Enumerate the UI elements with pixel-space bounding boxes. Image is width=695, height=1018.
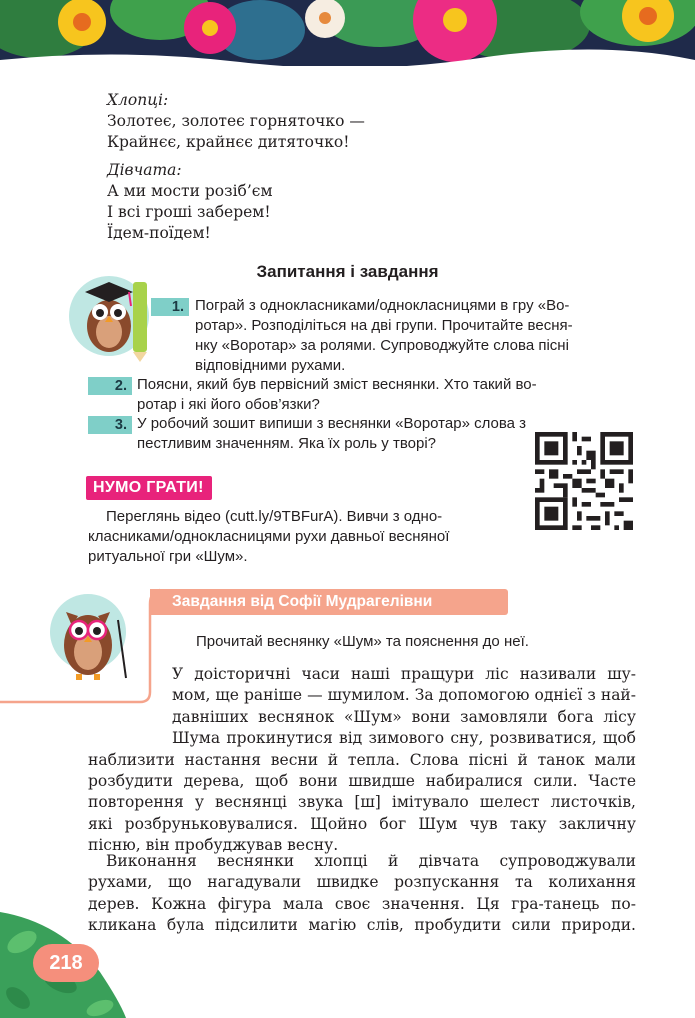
sofia-task-header: Завдання від Софії Мудрагелівни [150,589,508,615]
boys-label: Хлопці: [107,91,169,109]
task-2 [137,375,637,415]
girls-label: Дівчата: [107,161,182,179]
dialog-verse [107,90,507,244]
task-number-1: 1. [151,298,189,316]
para-line: які розбруньковувалися. Щойно бог Шум чув таку закличну [88,814,636,833]
game-text [88,507,526,567]
task-line: відповідними рухами. [195,357,346,374]
game-line: Переглянь відео (cutt.ly/9TBFurA). Вивчи з одно- [106,508,443,525]
task-line: нку «Воротар» за ролями. Супроводжуйте слова пісні [195,337,569,354]
para-line: наблизити настання весни й тепла. Слова пісні й танок мали [88,750,636,769]
verse-line: Крайнєє, крайнєє дитяточко! [107,133,350,151]
verse-line: І всі гроші заберем! [107,203,271,221]
qr-code[interactable] [535,432,633,530]
verse-line: А ми мости розіб’єм [107,182,273,200]
task-line: Поясни, який був первісний зміст веснянки. Хто такий во- [137,376,537,393]
game-line: класниками/однокласницями рухи давньої весняної [88,528,450,545]
para-line: дерев. Кожна фігура мала своє значення. Ця гра-танець по- [88,894,636,913]
game-line: ритуальної гри «Шум». [88,548,248,565]
sofia-instruction: Прочитай веснянку «Шум» та пояснення до неї. [196,633,529,650]
para-line: кликана була підсилити магію слів, пробудити сили природи. [88,916,636,935]
verse-line: Їдем-поїдем! [107,224,211,242]
paragraph-2 [88,851,636,937]
verse-line: Золотеє, золотеє горняточко — [107,112,365,130]
task-3 [137,414,557,454]
task-line: Пограй з однокласниками/однокласницями в гру «Во- [195,297,570,314]
task-number-2: 2. [88,377,132,395]
yellow-flower-icon [58,0,106,46]
para-line: У доісторичні часи наші пращури ліс називали шу- [172,665,636,683]
para-line: давніших веснянок «Шум» вони замовляли бога лісу [172,707,636,726]
page-number: 218 [33,944,99,982]
para-line: розбудити дерева, щоб вони швидше набиралися сили. Часте [88,772,636,791]
task-number-3: 3. [88,416,132,434]
owl-scholar-icon [67,268,157,363]
para-line: пісню, він пробуджував весну. [88,836,339,855]
task-1 [195,296,635,376]
task-line: ротар і які його обов’язки? [137,396,320,413]
task-line: ротар». Розподіліться на дві групи. Прочитайте весня- [195,317,573,334]
floral-banner [0,0,695,66]
section-title: Запитання і завдання [256,262,439,281]
para-line: рухами, що нагадували швидке розпускання та колихання [88,873,636,892]
para-line: повторення у веснянці звука [ш] імітувало шелест листочків, [88,793,636,812]
task-line: пестливим значенням. Яка їх роль у творі? [137,435,436,452]
task-line: У робочий зошит випиши з веснянки «Воротар» слова з [137,415,527,432]
paragraph-1 [88,664,636,857]
game-badge: НУМО ГРАТИ! [86,476,212,500]
pink-flower-icon [184,2,236,54]
para-line: мом, ще раніше — шумилом. За допомогою однієї з най- [172,686,636,705]
para-line: Виконання веснянки хлопці й дівчата супроводжували [106,852,636,870]
para-line: Шума прокинутися від зимового сну, розвиватися, щоб [172,729,636,748]
